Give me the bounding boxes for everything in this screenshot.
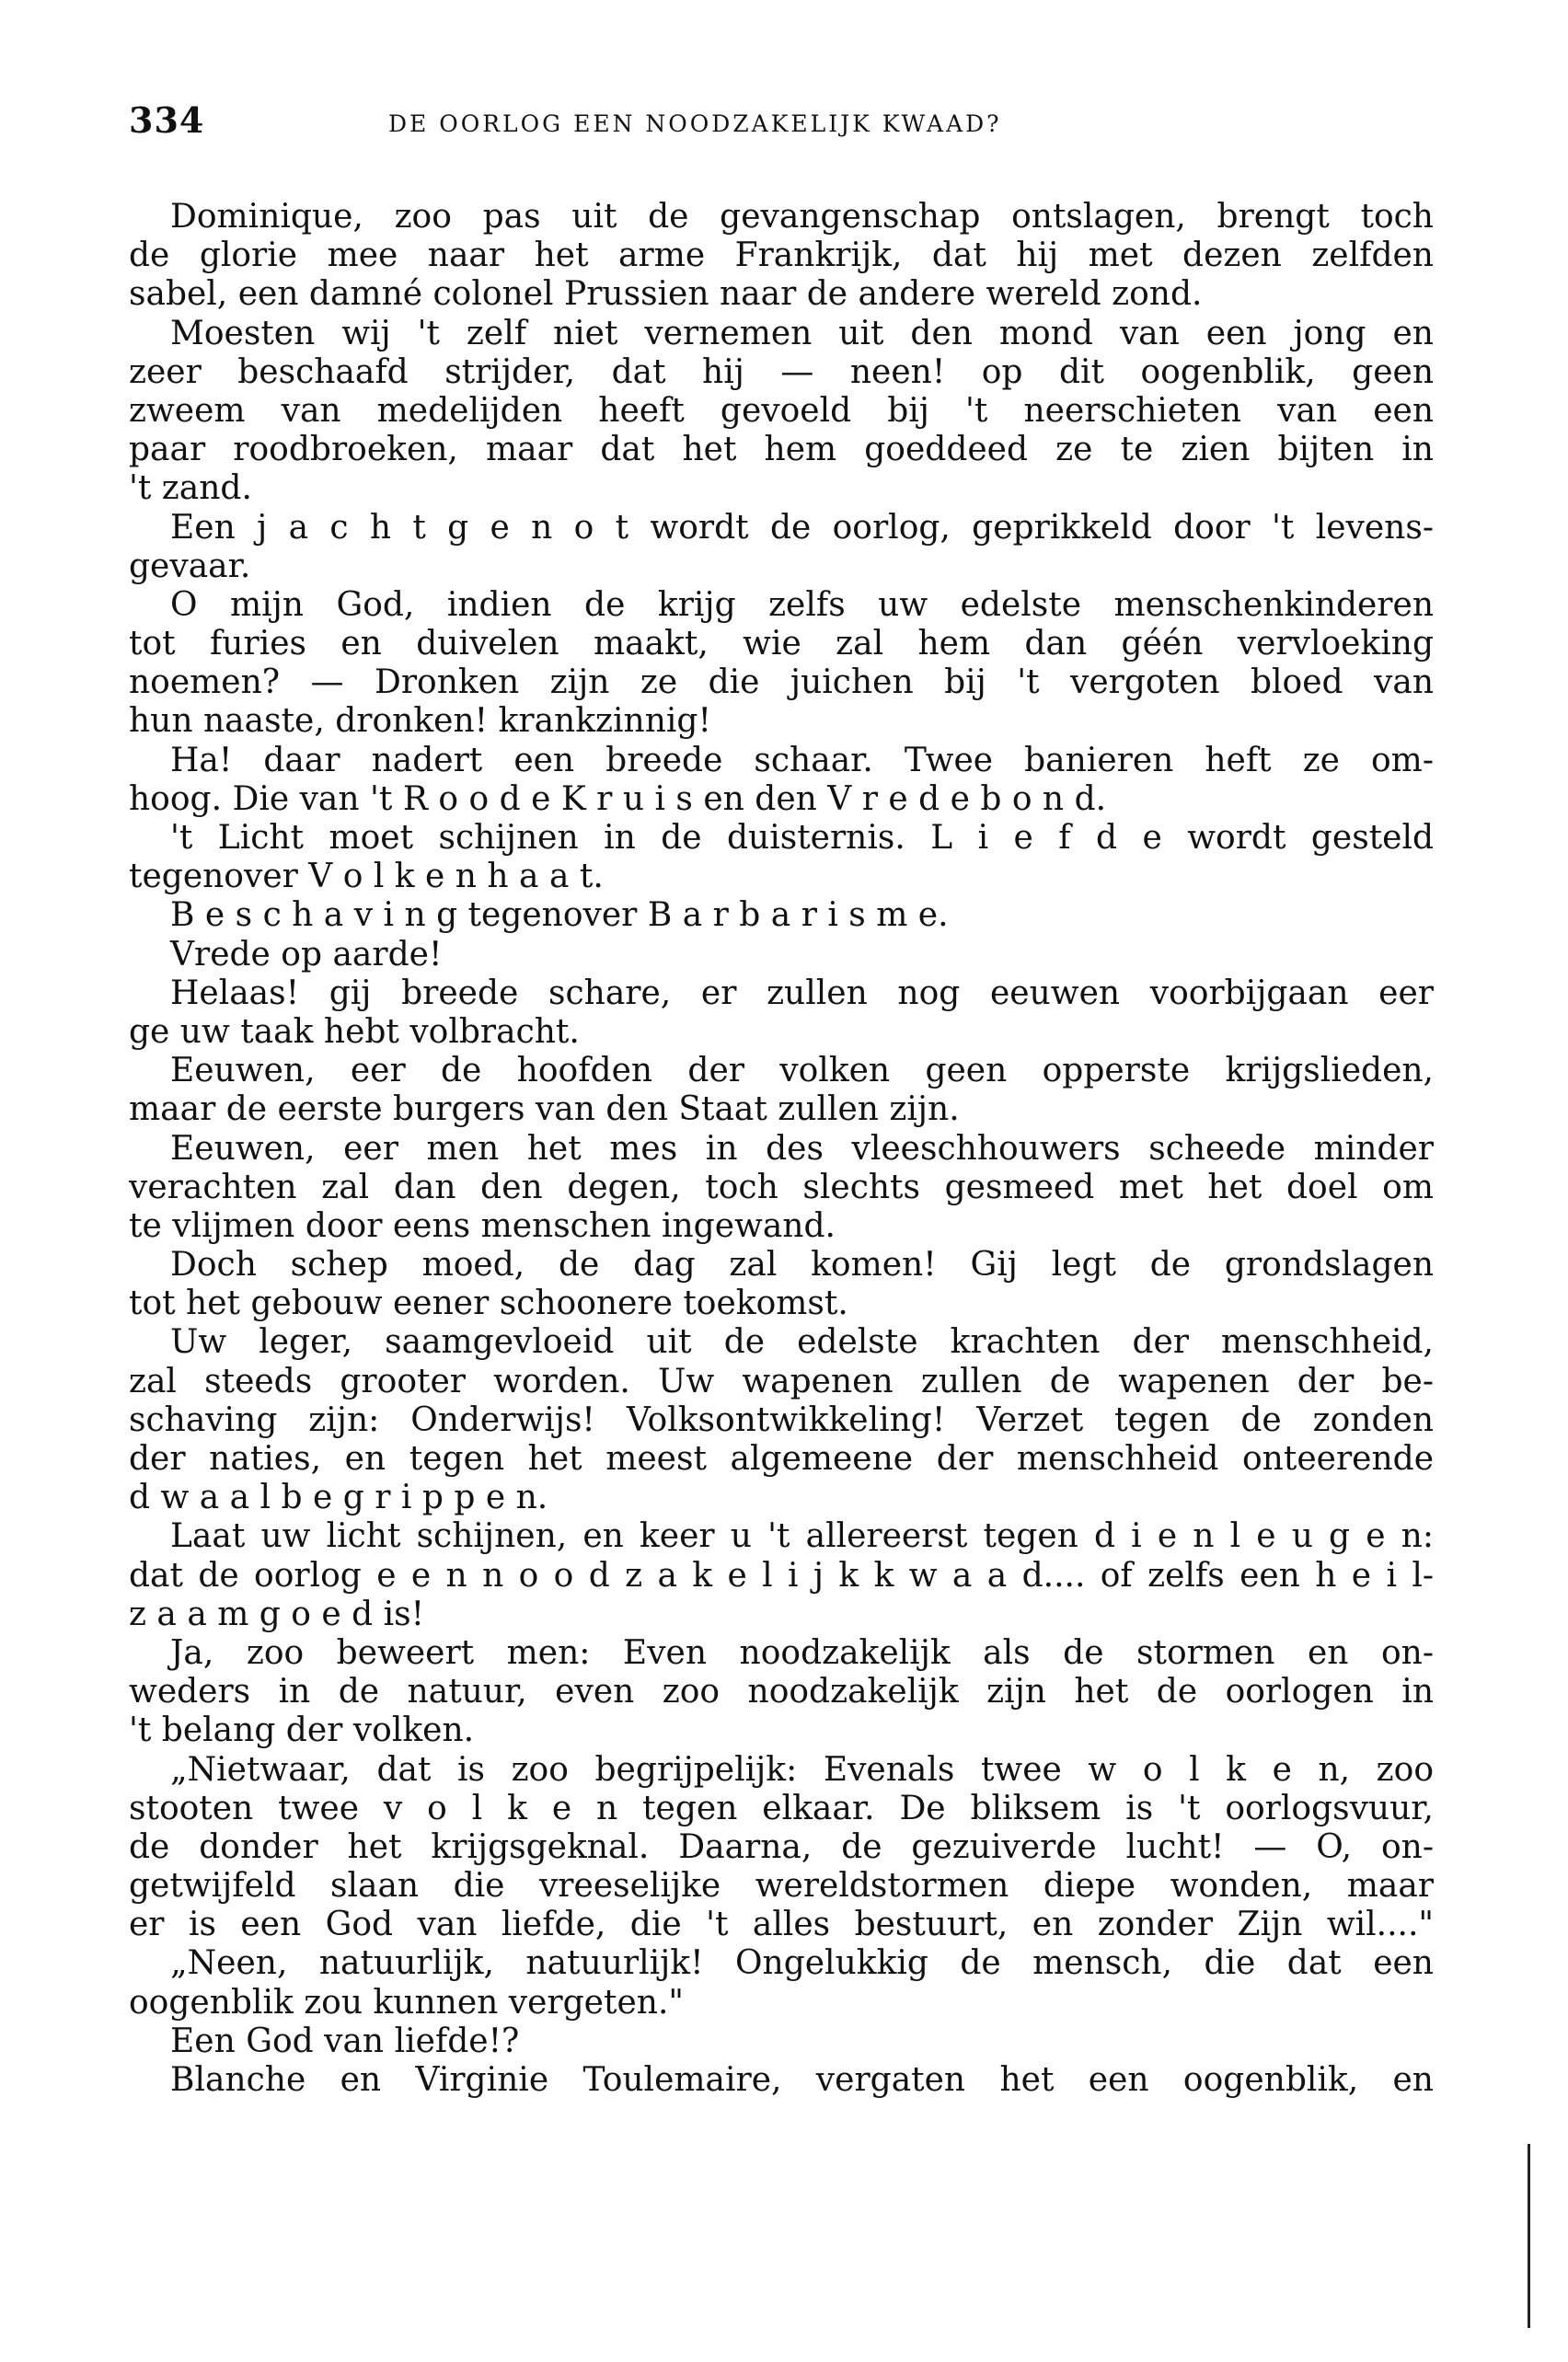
text-line: hun naaste, dronken! krankzinnig! xyxy=(129,702,711,741)
text-line: schaving zijn: Onderwijs! Volksontwikkeling! Verzet tegen de zonden xyxy=(129,1400,1434,1439)
page-header xyxy=(129,99,1435,155)
text-line: Vrede op aarde! xyxy=(170,935,443,974)
text-line: „Nietwaar, dat is zoo begrijpelijk: Evenals twee w o l k e n, zoo xyxy=(170,1750,1434,1789)
text-line: O mijn God, indien de krijg zelfs uw edelste menschenkinderen xyxy=(170,585,1434,624)
text-line: Helaas! gij breede schare, er zullen nog eeuwen voorbijgaan eer xyxy=(170,974,1434,1012)
text-line: Ja, zoo beweert men: Even noodzakelijk als de stormen en on- xyxy=(170,1633,1434,1672)
text-line: hoog. Die van 't R o o d e K r u i s en den V r e d e b o n d. xyxy=(129,779,1107,818)
text-line: paar roodbroeken, maar dat het hem goeddeed ze te zien bijten in xyxy=(129,431,1434,469)
text-line: de donder het krijgsgeknal. Daarna, de gezuiverde lucht! — O, on- xyxy=(129,1827,1434,1866)
text-line: 't Licht moet schijnen in de duisternis. L i e f d e wordt gesteld xyxy=(170,819,1434,857)
text-line: zal steeds grooter worden. Uw wapenen zullen de wapenen der be- xyxy=(129,1362,1434,1400)
text-line: verachten zal dan den degen, toch slechts gesmeed met het doel om xyxy=(129,1168,1434,1206)
text-line: Dominique, zoo pas uit de gevangenschap ontslagen, brengt toch xyxy=(170,198,1434,236)
text-line: z a a m g o e d is! xyxy=(129,1595,425,1633)
text-line: de glorie mee naar het arme Frankrijk, dat hij met dezen zelfden xyxy=(129,236,1434,275)
text-line: tot het gebouw eener schoonere toekomst. xyxy=(129,1285,848,1323)
text-line: Een God van liefde!? xyxy=(170,2022,520,2060)
text-line: Doch schep moed, de dag zal komen! Gij legt de grondslagen xyxy=(170,1246,1434,1285)
body-text xyxy=(129,198,1434,2100)
text-line: oogenblik zou kunnen vergeten." xyxy=(129,1983,684,2022)
text-line: maar de eerste burgers van den Staat zullen zijn. xyxy=(129,1090,960,1129)
text-line: weders in de natuur, even zoo noodzakelijk zijn het de oorlogen in xyxy=(129,1673,1434,1711)
text-line: B e s c h a v i n g tegenover B a r b a r i s m e. xyxy=(170,896,949,935)
running-title: DE OORLOG EEN NOODZAKELIJK KWAAD? xyxy=(388,110,1002,137)
text-line: Moesten wij 't zelf niet vernemen uit den mond van een jong en xyxy=(170,314,1434,352)
text-line: te vlijmen door eens menschen ingewand. xyxy=(129,1206,836,1245)
text-line: getwijfeld slaan die vreeselijke wereldstormen diepe wonden, maar xyxy=(129,1867,1434,1906)
text-line: tot furies en duivelen maakt, wie zal hem dan géén vervloeking xyxy=(129,625,1434,663)
text-line: Eeuwen, eer de hoofden der volken geen opperste krijgslieden, xyxy=(170,1052,1434,1090)
text-line: „Neen, natuurlijk, natuurlijk! Ongelukkig de mensch, die dat een xyxy=(170,1944,1434,1983)
text-line: Ha! daar nadert een breede schaar. Twee banieren heft ze om- xyxy=(170,741,1434,779)
text-line: tegenover V o l k e n h a a t. xyxy=(129,858,604,896)
page-number: 334 xyxy=(129,99,205,141)
text-line: sabel, een damné colonel Prussien naar de andere wereld zond. xyxy=(129,275,1203,314)
text-line: 't zand. xyxy=(129,469,252,508)
text-line: dat de oorlog e e n n o o d z a k e l i j k k w a a d.... of zelfs een h e i l- xyxy=(129,1556,1434,1595)
text-line: zweem van medelijden heeft gevoeld bij 't neerschieten van een xyxy=(129,391,1434,430)
text-line: 't belang der volken. xyxy=(129,1711,475,1750)
text-line: d w a a l b e g r i p p e n. xyxy=(129,1479,548,1517)
text-line: stooten twee v o l k e n tegen elkaar. De bliksem is 't oorlogsvuur, xyxy=(129,1789,1434,1827)
text-line: Laat uw licht schijnen, en keer u 't allereerst tegen d i e n l e u g e n: xyxy=(170,1517,1434,1556)
text-line: gevaar. xyxy=(129,547,251,585)
text-line: Een j a c h t g e n o t wordt de oorlog, geprikkeld door 't levens- xyxy=(170,508,1434,547)
text-line: Blanche en Virginie Toulemaire, vergaten het een oogenblik, en xyxy=(170,2061,1434,2099)
text-line: Eeuwen, eer men het mes in des vleeschhouwers scheede minder xyxy=(170,1129,1434,1168)
text-line: der naties, en tegen het meest algemeene der menschheid onteerende xyxy=(129,1440,1434,1478)
text-line: ge uw taak hebt volbracht. xyxy=(129,1012,580,1051)
text-line: noemen? — Dronken zijn ze die juichen bij 't vergoten bloed van xyxy=(129,663,1434,702)
text-line: Uw leger, saamgevloeid uit de edelste krachten der menschheid, xyxy=(170,1323,1434,1362)
text-line: er is een God van liefde, die 't alles bestuurt, en zonder Zijn wil...." xyxy=(129,1906,1434,1944)
text-line: zeer beschaafd strijder, dat hij — neen! op dit oogenblik, geen xyxy=(129,352,1434,391)
margin-scan-line xyxy=(1528,2144,1530,2328)
